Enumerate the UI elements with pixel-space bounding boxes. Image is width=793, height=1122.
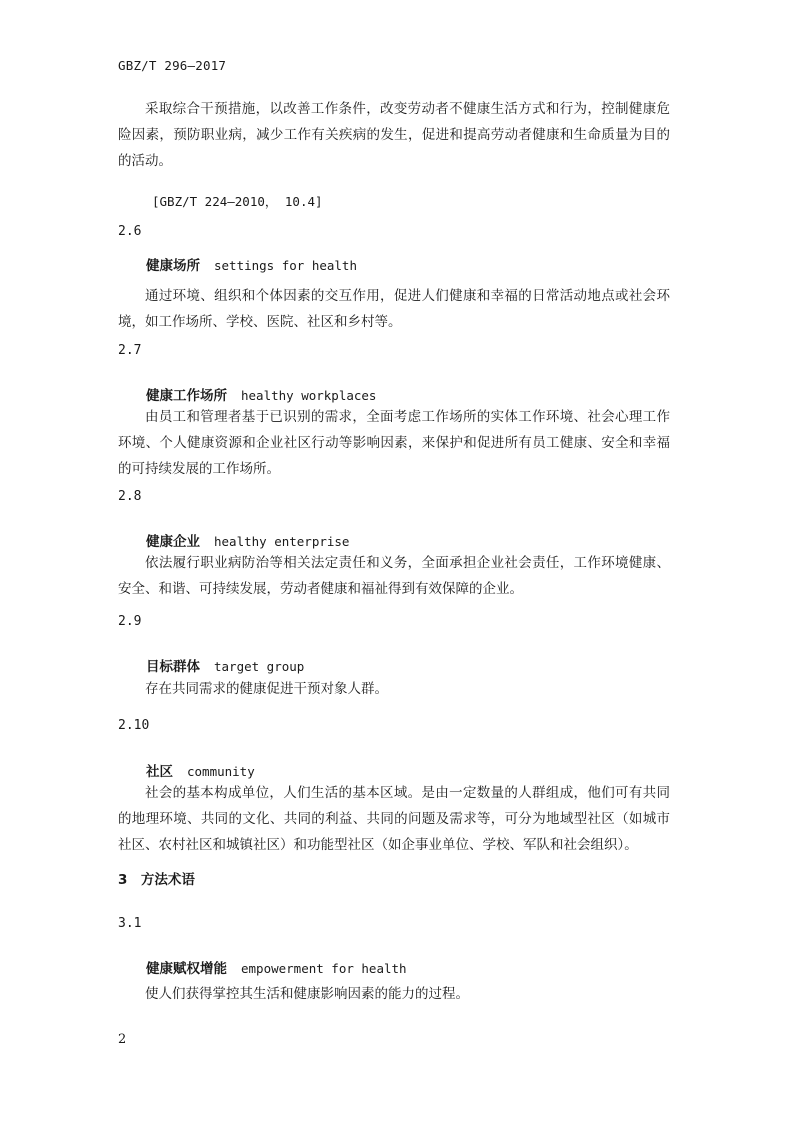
entry-number: 2.10 — [118, 718, 150, 733]
intro-paragraph: 采取综合干预措施，以改善工作条件，改变劳动者不健康生活方式和行为，控制健康危险因素，预防职业病，减少工作有关疾病的发生，促进和提高劳动者健康和生命质量为目的的活动。 — [118, 101, 670, 169]
term-definition: 存在共同需求的健康促进干预对象人群。 — [145, 681, 388, 697]
entry-number: 2.6 — [118, 224, 142, 239]
term-en: community — [187, 764, 255, 779]
entry-number: 2.9 — [118, 614, 142, 629]
term-definition: 由员工和管理者基于已识别的需求，全面考虑工作场所的实体工作环境、社会心理工作环境、个人健康资源和企业社区行动等影响因素，来保护和促进所有员工健康、安全和幸福的可持续发展的工作场所。 — [118, 409, 670, 477]
term-zh: 目标群体 — [146, 659, 200, 675]
term-en: healthy workplaces — [241, 388, 377, 403]
term-heading — [146, 655, 304, 675]
entry-number: 2.8 — [118, 489, 142, 504]
term-heading — [146, 530, 349, 550]
entry-number: 3.1 — [118, 916, 142, 931]
term-en: target group — [214, 659, 305, 674]
section-heading: 3 方法术语 — [118, 872, 195, 888]
document-header: GBZ/T 296—2017 — [118, 58, 227, 73]
term-en: settings for health — [214, 258, 357, 273]
term-definition: 社会的基本构成单位，人们生活的基本区域。是由一定数量的人群组成，他们可有共同的地理环境、共同的文化、共同的利益、共同的问题及需求等，可分为地域型社区（如城市社区、农村社区和城镇社区）和功能型社区（如企事业单位、学校、军队和社会组织）。 — [118, 785, 670, 853]
term-definition: 使人们获得掌控其生活和健康影响因素的能力的过程。 — [145, 986, 469, 1002]
term-heading — [146, 957, 407, 977]
term-zh: 健康工作场所 — [146, 388, 227, 404]
term-heading — [146, 760, 255, 780]
term-zh: 社区 — [146, 764, 173, 780]
term-definition: 依法履行职业病防治等相关法定责任和义务，全面承担企业社会责任，工作环境健康、安全、和谐、可持续发展，劳动者健康和福祉得到有效保障的企业。 — [118, 555, 670, 597]
term-en: empowerment for health — [241, 961, 407, 976]
page-number: 2 — [118, 1032, 127, 1047]
term-zh: 健康赋权增能 — [146, 961, 227, 977]
term-zh: 健康场所 — [146, 258, 200, 274]
term-definition: 通过环境、组织和个体因素的交互作用，促进人们健康和幸福的日常活动地点或社会环境，如工作场所、学校、医院、社区和乡村等。 — [118, 288, 670, 330]
intro-reference: [GBZ/T 224—2010， 10.4] — [152, 194, 323, 209]
term-en: healthy enterprise — [214, 534, 350, 549]
entry-number: 2.7 — [118, 343, 142, 358]
term-heading — [146, 384, 376, 404]
term-zh: 健康企业 — [146, 534, 200, 550]
term-heading — [146, 254, 357, 274]
